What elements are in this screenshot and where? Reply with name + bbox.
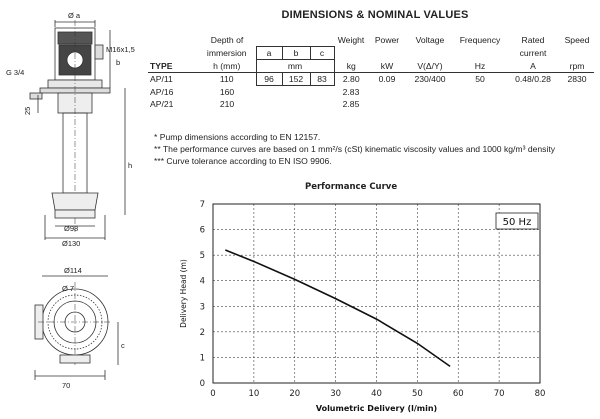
y-tick-label: 2 [199,327,205,338]
unit-amp: A [506,60,560,73]
x-tick-label: 40 [371,389,382,399]
col-type: TYPE [148,60,198,73]
spec-table [148,34,594,110]
x-axis-label: Volumetric Delivery (l/min) [315,404,438,413]
x-tick-label: 50 [411,389,423,399]
table-row: AP/16 160 2.83 [150,86,360,97]
col-immersion: immersion [206,48,247,58]
performance-chart [170,193,565,415]
unit-rpm: rpm [560,60,594,73]
unit-kg: kg [334,60,368,73]
dim-98-label: Ø98 [64,224,79,233]
series-line [225,250,450,366]
dim-70-label: 70 [62,381,71,390]
dim-130-label: Ø130 [62,239,81,248]
table-row: AP/21 210 2.85 [150,99,360,109]
y-tick-label: 3 [199,302,205,313]
x-tick-label: 60 [452,389,464,399]
dim-h-label: h [128,161,133,170]
col-speed: Speed [564,35,590,46]
col-b: b [282,47,310,60]
y-tick-label: 4 [199,276,205,287]
dim-b-label: b [116,58,121,67]
x-tick-label: 80 [534,389,546,399]
col-power: Power [374,35,400,46]
x-tick-label: 10 [248,389,260,399]
x-tick-label: 30 [330,389,342,399]
col-current: current [519,48,547,58]
legend-label: 50 Hz [502,217,532,228]
page-title: DIMENSIONS & NOMINAL VALUES [281,9,469,21]
dim-c-label: c [121,341,125,350]
unit-hz: Hz [454,60,506,73]
y-tick-label: 6 [199,225,205,236]
col-voltage: Voltage [415,35,445,46]
notes [154,131,555,167]
unit-kw: kW [368,60,406,73]
note-2: ** The performance curves are based on 1 mm²/s (cSt) kinematic viscosity values and 1000 kg/m³ density [154,144,556,154]
col-c: c [310,47,334,60]
x-tick-label: 0 [210,389,216,399]
x-tick-label: 20 [289,389,301,399]
table-row: AP/11 110 96 152 83 2.80 0.09 230/400 50 0.48/0.28 2830 [150,74,587,85]
dim-a-label: Ø a [68,11,81,20]
dim-114-label: Ø114 [64,266,82,275]
pump-dimension-drawing [0,0,150,419]
unit-mm: mm [256,60,334,73]
dim-25-label: 25 [23,106,32,115]
y-axis-label: Delivery Head (m) [179,259,188,328]
chart-title: Performance Curve [305,182,398,192]
col-weight: Weight [337,35,365,46]
y-tick-label: 7 [199,200,205,210]
col-a: a [256,47,282,60]
y-tick-label: 0 [199,379,205,389]
unit-hmm: h (mm) [198,60,256,73]
col-depth: Depth of [210,35,244,46]
unit-volt: V(Δ/Y) [406,60,454,73]
note-1: * Pump dimensions according to EN 12157. [154,132,321,142]
col-frequency: Frequency [459,35,501,46]
thread-label: M16x1,5 [106,45,135,54]
note-3: *** Curve tolerance according to EN ISO 9906. [154,156,332,166]
dim-7-label: Ø 7 [62,284,75,293]
x-tick-label: 70 [493,389,505,399]
y-tick-label: 5 [199,251,205,262]
g34-label: G 3/4 [6,68,25,77]
col-rated: Rated [521,35,545,46]
y-tick-label: 1 [199,353,205,364]
